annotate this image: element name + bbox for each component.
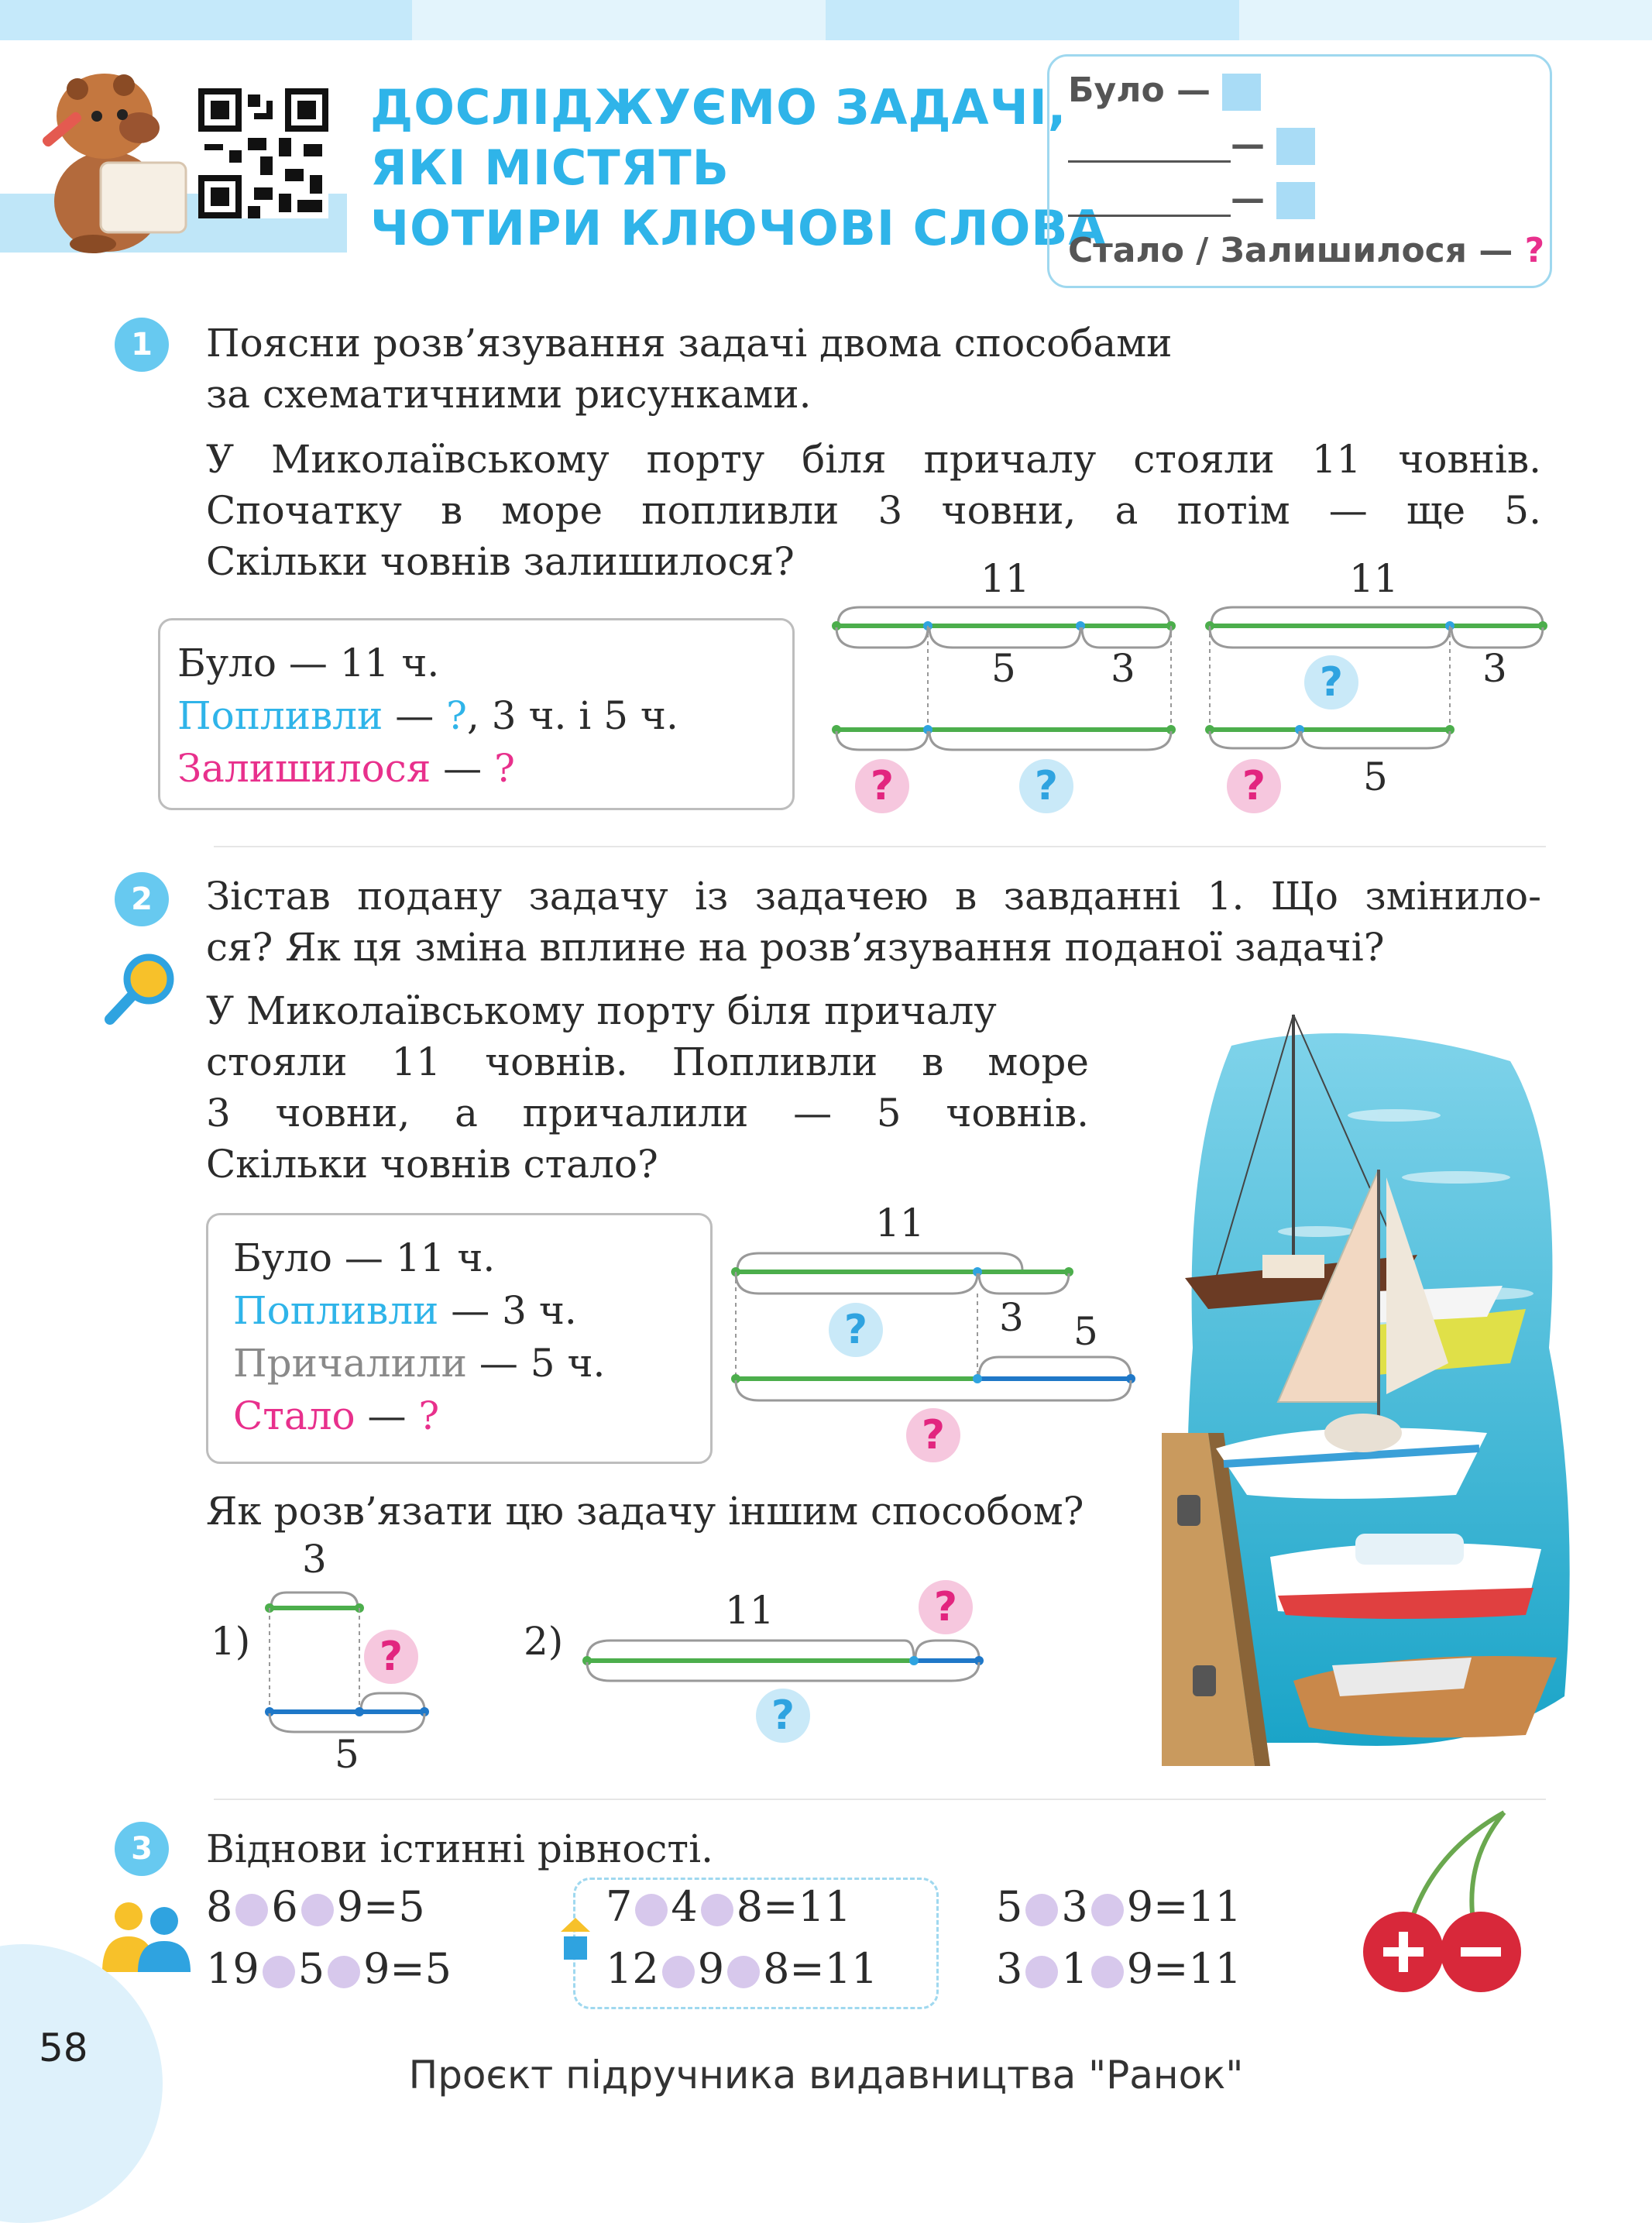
question-mark-icon: ? (1227, 759, 1281, 813)
operation-blank[interactable] (1025, 1894, 1058, 1926)
task2-other-way-question: Як розв’язати цю задачу іншим способом? (206, 1489, 1084, 1534)
way-label: 2) (524, 1619, 564, 1664)
operation-blank[interactable] (1091, 1956, 1124, 1988)
key-words-legend: Було — — — Стало / Залишилося — ? (1047, 54, 1552, 288)
operation-blank[interactable] (328, 1956, 360, 1988)
task2-short-record: Було — 11 ч. Попливли — 3 ч. Причалили — 5 ч. Стало — ? (206, 1213, 713, 1464)
operation-blank[interactable] (235, 1894, 268, 1926)
task2-problem: У Миколаївському порту біля причалу стояли 11 човнів. Попливли в море 3 човни, а причалили — 5 човнів. Скільки човнів стало? (206, 988, 1089, 1187)
way-label: 1) (211, 1619, 251, 1664)
task-number-badge: 1 (115, 318, 169, 372)
task1-short-record: Було — 11 ч. Попливли — ?, 3 ч. і 5 ч. Залишилося — ? (158, 618, 795, 810)
task2-instruction: Зістав подану задачу із задачею в завданні 1. Що змінило- ся? Як ця зміна вплине на розв’язування поданої задачі? (206, 874, 1541, 970)
diagram-label: 5 (991, 646, 1016, 691)
top-strip (0, 0, 412, 40)
diagram-label: 11 (981, 556, 1030, 601)
question-mark-icon: ? (1019, 759, 1073, 813)
question-mark-icon: ? (906, 1408, 960, 1462)
task1-instruction: Поясни розв’язування задачі двома способами за схематичними рисунками. (206, 321, 1173, 417)
operation-blank[interactable] (635, 1894, 668, 1926)
operation-blank[interactable] (1025, 1956, 1058, 1988)
way2-diagram-lines (579, 1627, 990, 1696)
house-icon (559, 1916, 592, 1963)
diagram-label: 5 (1073, 1309, 1098, 1354)
pair-work-icon (99, 1898, 192, 1975)
diagram-label: 11 (725, 1588, 774, 1633)
qr-code-icon[interactable] (198, 88, 328, 218)
question-mark-icon: ? (919, 1580, 973, 1634)
task1-diagram-a-braces (829, 727, 1185, 758)
operation-blank[interactable] (301, 1894, 334, 1926)
diagram-label: 3 (999, 1295, 1024, 1340)
top-strip (412, 0, 826, 40)
operation-blank[interactable] (263, 1956, 295, 1988)
operation-blank[interactable] (701, 1894, 733, 1926)
cherries-plus-minus-icon (1349, 1805, 1543, 1998)
diagram-label: 5 (1363, 754, 1388, 799)
top-strip (826, 0, 1239, 40)
question-mark-icon: ? (364, 1630, 418, 1684)
footer-note: Проєкт підручника видавництва "Ранок" (408, 2053, 1244, 2098)
magnifier-icon (101, 950, 178, 1027)
blank-square (1276, 128, 1315, 165)
question-mark-icon: ? (756, 1689, 810, 1743)
blank-square (1276, 182, 1315, 219)
equations-column-3: 5 3 9=11 3 1 9=11 (996, 1882, 1242, 1993)
question-mark-icon: ? (829, 1303, 883, 1357)
question-mark-icon: ? (1304, 655, 1358, 710)
divider (214, 846, 1546, 847)
section-title: ДОСЛІДЖУЄМО ЗАДАЧІ, ЯКІ МІСТЯТЬ ЧОТИРИ КЛЮЧОВІ СЛОВА (370, 79, 1107, 256)
diagram-label: 11 (1349, 556, 1399, 601)
blank-square (1222, 74, 1261, 111)
operation-blank[interactable] (662, 1956, 695, 1988)
operation-blank[interactable] (1091, 1894, 1124, 1926)
capybara-mascot-illustration (23, 54, 201, 256)
equations-column-1: 8 6 9=5 19 5 9=5 (206, 1882, 452, 1993)
divider (214, 1799, 1546, 1800)
equations-column-2: 7 4 8=11 12 9 8=11 (606, 1882, 878, 1993)
harbor-boats-illustration (1162, 999, 1580, 1766)
diagram-label: 3 (1482, 646, 1507, 691)
diagram-label: 5 (335, 1732, 359, 1777)
top-strip (1239, 0, 1652, 40)
task3-instruction: Віднови істинні рівності. (206, 1826, 713, 1871)
diagram-label: 11 (875, 1201, 925, 1245)
question-mark-icon: ? (855, 759, 909, 813)
page-number: 58 (39, 2025, 88, 2070)
diagram-label: 3 (1111, 646, 1135, 691)
task1-problem: У Миколаївському порту біля причалу стояли 11 човнів. Спочатку в море попливли 3 човни, а потім — ще 5. Скільки човнів залишилося? (206, 437, 1541, 584)
task-number-badge: 2 (115, 872, 169, 926)
task-number-badge: 3 (115, 1822, 169, 1876)
operation-blank[interactable] (727, 1956, 760, 1988)
diagram-label: 3 (302, 1537, 327, 1582)
